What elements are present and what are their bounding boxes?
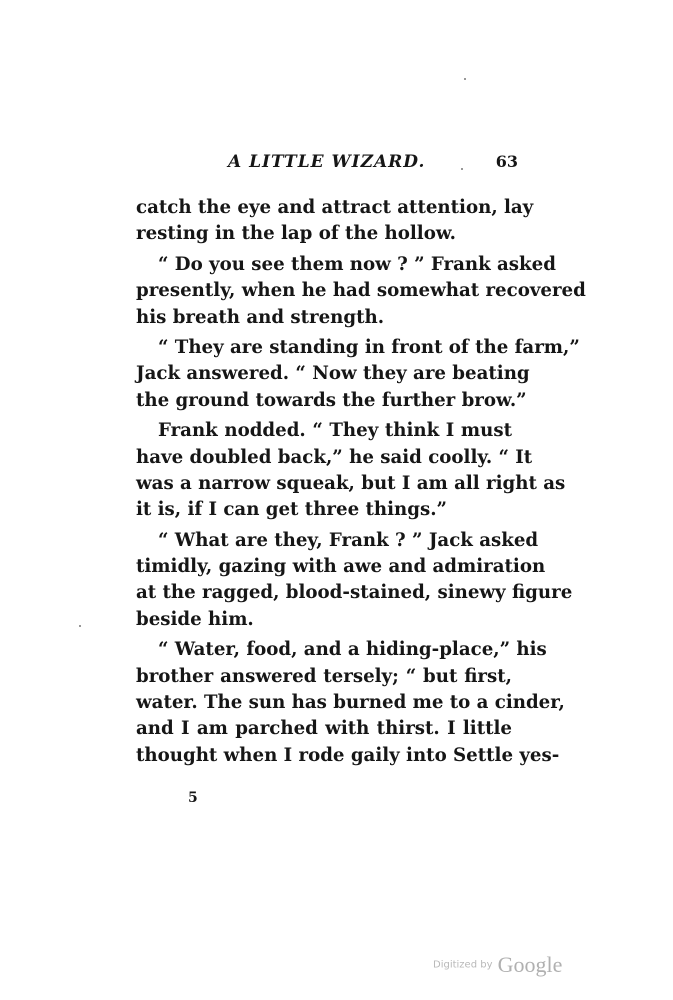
- text-line: his breath and strength.: [136, 306, 385, 328]
- text-line: the ground towards the further brow.”: [136, 389, 527, 411]
- text-line: resting in the lap of the hollow.: [136, 223, 456, 245]
- text-line: Jack answered. “ Now they are beating: [136, 363, 530, 385]
- text-line: catch the eye and attract attention, lay: [136, 197, 534, 218]
- text-line: timidly, gazing with awe and admiration: [136, 556, 546, 578]
- page-header: [228, 152, 518, 180]
- paragraph: [136, 637, 565, 769]
- scan-speck: [461, 168, 463, 170]
- page-number: 63: [495, 152, 518, 171]
- paragraph: [136, 335, 580, 414]
- text-line: have doubled back,” he said coolly. “ It: [136, 446, 533, 468]
- body-text: [136, 195, 586, 769]
- text-line: was a narrow squeak, but I am all right as: [136, 472, 566, 494]
- signature-mark: 5: [188, 790, 198, 806]
- text-line: beside him.: [136, 608, 254, 630]
- text-line: thought when I rode gaily into Settle yes-: [136, 744, 560, 766]
- text-line: water. The sun has burned me to a cinder,: [136, 692, 565, 714]
- paragraph: [136, 418, 566, 524]
- text-line: “ What are they, Frank ? ” Jack asked: [158, 529, 539, 551]
- scan-speck: [464, 78, 466, 80]
- text-line: Frank nodded. “ They think I must: [158, 420, 512, 442]
- text-line: “ Do you see them now ? ” Frank asked: [158, 253, 556, 275]
- paragraph: [136, 252, 586, 331]
- paragraph: [136, 528, 573, 634]
- digitized-watermark: [433, 952, 562, 978]
- paragraph: [136, 195, 534, 248]
- watermark-brand: Google: [497, 952, 563, 977]
- text-line: brother answered tersely; “ but first,: [136, 665, 512, 687]
- text-line: at the ragged, blood-stained, sinewy figure: [136, 582, 573, 604]
- scan-speck: [79, 625, 81, 627]
- text-line: “ They are standing in front of the farm,”: [158, 336, 580, 358]
- text-line: it is, if I can get three things.”: [136, 499, 447, 521]
- text-line: “ Water, food, and a hiding-place,” his: [158, 639, 547, 661]
- text-line: and I am parched with thirst. I little: [136, 718, 512, 740]
- text-line: presently, when he had somewhat recovered: [136, 280, 586, 302]
- watermark-prefix: Digitized by: [433, 959, 493, 971]
- running-title: A LITTLE WIZARD.: [228, 152, 426, 172]
